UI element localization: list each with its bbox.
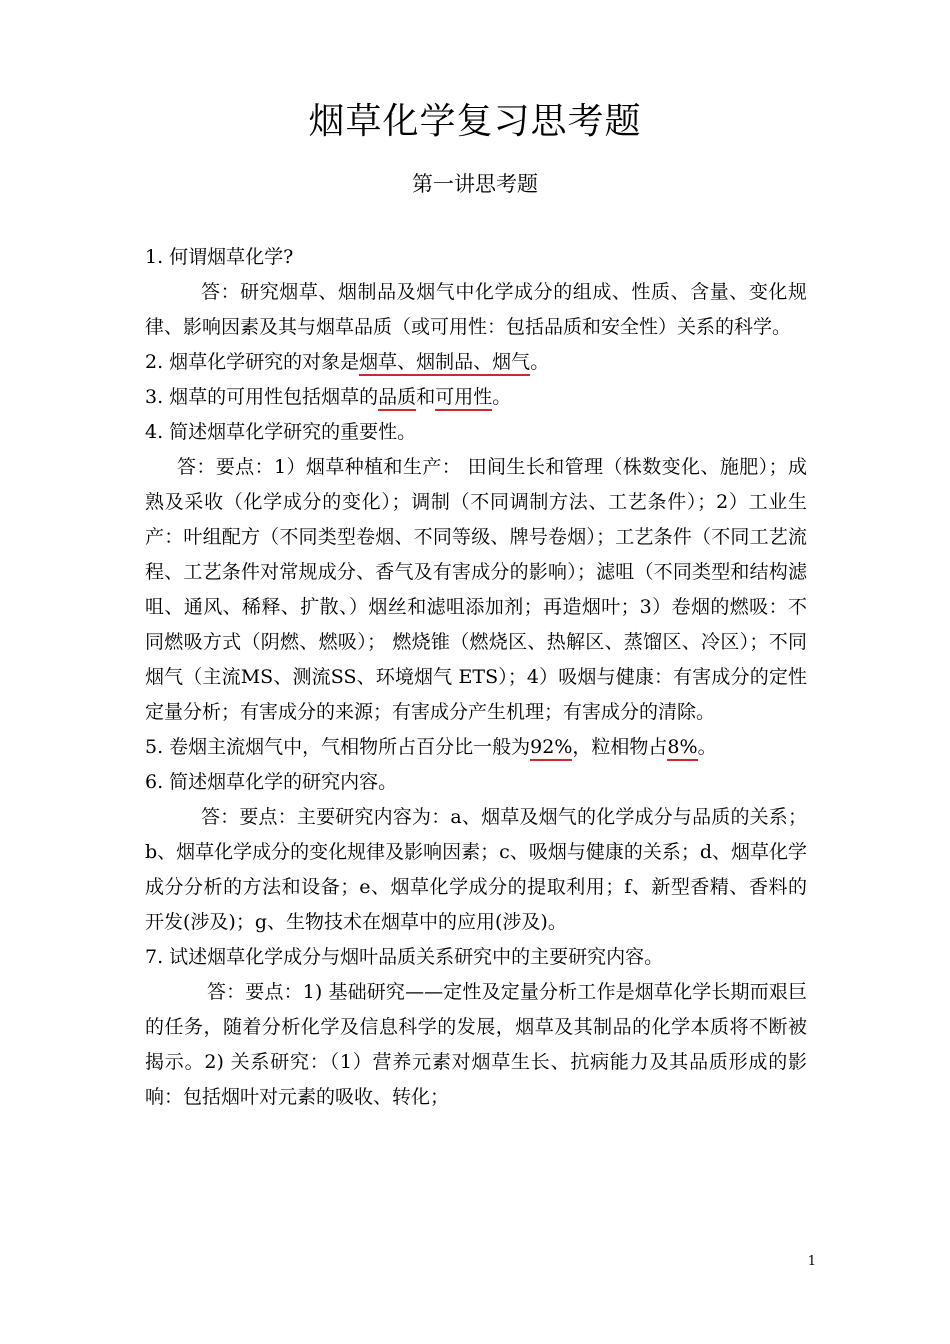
answer-6: 答：要点：主要研究内容为：a、烟草及烟气的化学成分与品质的关系；b、烟草化学成分的变化规律及影响因素；c、吸烟与健康的关系；d、烟草化学成分分析的方法和设备；e、烟草化学成分的提取利用；f、新型香精、香料的开发(涉及)；g、生物技术在烟草中的应用(涉及)。 [145, 806, 807, 933]
page-number: 1 [807, 1254, 816, 1269]
question-1: 1. 何谓烟草化学? [145, 246, 294, 268]
answer-4: 答：要点：1）烟草种植和生产： 田间生长和管理（株数变化、施肥）；成熟及采收（化学成分的变化）；调制（不同调制方法、工艺条件）；2）工业生产：叶组配方（不同类型卷烟、不同等级、牌号卷烟）；工艺条件（不同工艺流程、工艺条件对常规成分、香气及有害成分的影响）；滤咀（不同类型和结构滤咀、通风、稀释、扩散、）烟丝和滤咀添加剂；再造烟叶；3）卷烟的燃吸：不同燃吸方式（阴燃、燃吸）； 燃烧锥（燃烧区、热解区、蒸馏区、冷区）；不同烟气（主流MS、测流SS、环境烟气 ETS）；4）吸烟与健康：有害成分的定性定量分析；有害成分的来源；有害成分产生机理；有害成分的清除。 [145, 456, 807, 723]
question-2 [145, 345, 807, 380]
question-5-end: 。 [697, 736, 717, 758]
question-2-answer: 烟草、烟制品、烟气 [359, 351, 530, 376]
section-subtitle: 第一讲思考题 [412, 172, 538, 196]
question-5 [145, 730, 807, 765]
answer-7: 答：要点：1) 基础研究——定性及定量分析工作是烟草化学长期而艰巨的任务，随着分析化学及信息科学的发展，烟草及其制品的化学本质将不断被揭示。2) 关系研究：（1）营养元素对烟草生长、抗病能力及其品质形成的影响：包括烟叶对元素的吸收、转化； [145, 981, 807, 1108]
document-title: 烟草化学复习思考题 [308, 101, 642, 142]
question-5-connector: ，粒相物占 [572, 736, 668, 758]
question-3-answer-1: 品质 [378, 386, 416, 411]
question-5-answer-1: 92% [530, 736, 572, 761]
question-3-answer-2: 可用性 [435, 386, 492, 411]
question-5-answer-2: 8% [667, 736, 697, 761]
question-2-text: 2. 烟草化学研究的对象是 [145, 351, 360, 373]
answer-1: 答：研究烟草、烟制品及烟气中化学成分的组成、性质、含量、变化规律、影响因素及其与烟草品质（或可用性：包括品质和安全性）关系的科学。 [145, 281, 807, 338]
question-7: 7. 试述烟草化学成分与烟叶品质关系研究中的主要研究内容。 [145, 946, 664, 968]
question-6: 6. 简述烟草化学的研究内容。 [145, 771, 398, 793]
question-2-end: 。 [530, 351, 550, 373]
document-body [145, 240, 807, 1115]
question-3-end: 。 [492, 386, 512, 408]
question-4: 4. 简述烟草化学研究的重要性。 [145, 421, 417, 443]
question-3-text: 3. 烟草的可用性包括烟草的 [145, 386, 379, 408]
question-3-connector: 和 [416, 386, 436, 408]
question-5-text: 5. 卷烟主流烟气中，气相物所占百分比一般为 [145, 736, 531, 758]
question-3 [145, 380, 807, 415]
